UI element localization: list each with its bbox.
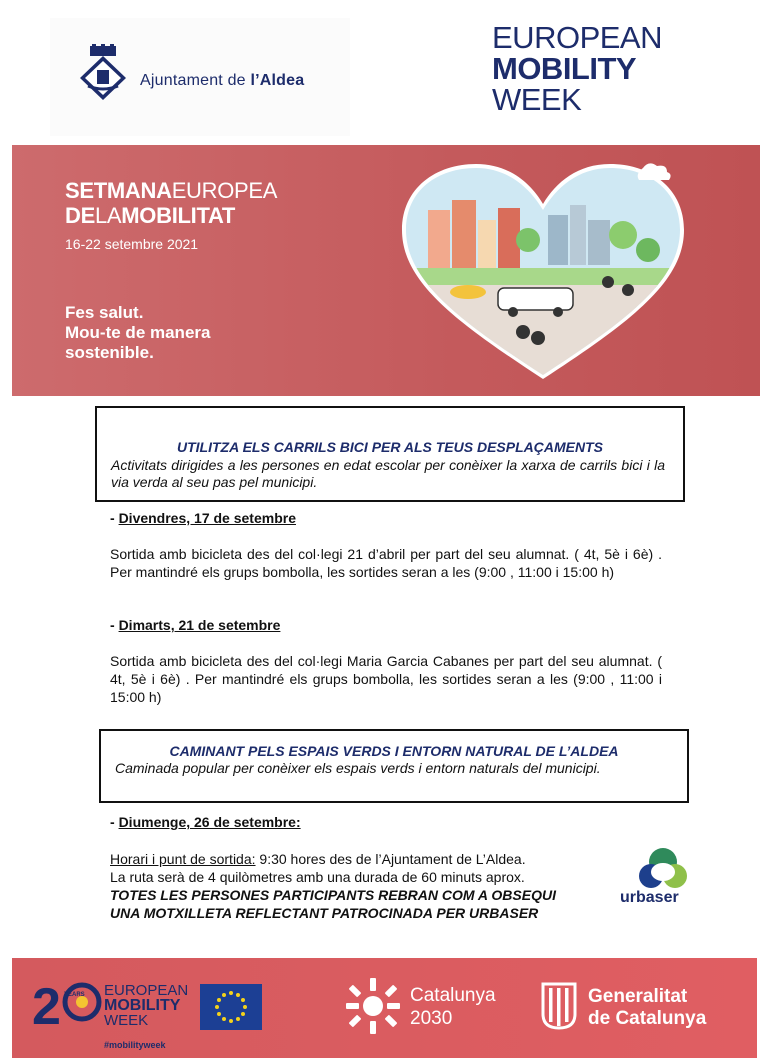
svg-text:2: 2	[32, 978, 61, 1036]
cat2030-line: 2030	[410, 1008, 453, 1029]
urbaser-logo-icon	[618, 846, 708, 894]
date-prefix: -	[110, 510, 119, 526]
banner-title-word: EUROPEA	[171, 178, 278, 203]
heart-city-illustration	[398, 160, 688, 385]
date-text: Diumenge, 26 de setembre:	[118, 814, 301, 830]
eu-flag-icon	[200, 984, 262, 1030]
activity-box-green-walk	[99, 729, 689, 803]
footer-emw-text	[104, 983, 188, 1028]
activity-box-bike-lanes	[95, 406, 685, 502]
municipality-name	[140, 72, 304, 90]
hashtag: #mobilityweek	[104, 1040, 166, 1050]
walk-details	[110, 850, 580, 922]
slogan-line: sostenible.	[65, 343, 154, 362]
date-prefix: -	[110, 617, 119, 633]
route-info: La ruta serà de 4 quilòmetres amb una durada de 60 minuts aprox.	[110, 869, 525, 885]
schedule-description: Sortida amb bicicleta des del col·legi Maria Garcia Cabanes per part del seu alumnat. ( 4t, 5è i 6è) . Per mantindré els grups bombolla, les sortides seran a les (9:00 , 11:00 i 15:00 h)	[110, 653, 662, 705]
activity-description: Activitats dirigides a les persones en edat escolar per conèixer la xarxa de carrils bici i la via verda al seu pas pel municipi.	[111, 457, 665, 490]
date-text: Divendres, 17 de setembre	[118, 510, 296, 526]
gencat-line: Generalitat	[588, 986, 688, 1007]
schedule-date-heading	[110, 814, 301, 830]
years-label: YEARS	[64, 992, 85, 998]
generalitat-bars-icon	[541, 982, 577, 1030]
banner-dates: 16-22 setembre 2021	[65, 236, 199, 252]
banner-title-word: MOBILITAT	[121, 203, 236, 228]
banner-title-word: DE	[65, 203, 95, 228]
banner-title	[65, 178, 277, 228]
urbaser-name: urbaser	[620, 889, 679, 906]
departure-label: Horari i punt de sortida:	[110, 851, 256, 867]
footer-emw-line: EUROPEAN	[104, 982, 189, 999]
slogan-line: Fes salut.	[65, 303, 144, 322]
schedule-description: Sortida amb bicicleta des del col·legi 21 d’abril per part del seu alumnat. ( 4t, 5è i 6è) . Per mantindré els grups bombolla, les sortides seran a les (9:00 , 11:00 i 15:00 h)	[110, 546, 662, 580]
departure-info: 9:30 hores des de l’Ajuntament de L’Aldea.	[255, 851, 526, 867]
footer-emw-line: WEEK	[104, 1012, 149, 1029]
banner-title-word: LA	[94, 203, 122, 228]
emw-line3: WEEK	[492, 82, 582, 117]
gift-notice: UNA MOTXILLETA REFLECTANT PATROCINADA PER URBASER	[110, 905, 539, 921]
date-text: Dimarts, 21 de setembre	[118, 617, 281, 633]
date-prefix: -	[110, 814, 119, 830]
banner-slogan	[65, 303, 210, 363]
municipality-name-bold: l’Aldea	[250, 72, 305, 89]
town-crest-icon	[78, 44, 128, 104]
activity-description: Caminada popular per conèixer els espais verds i entorn naturals del municipi.	[115, 760, 601, 776]
cat2030-line: Catalunya	[410, 985, 496, 1006]
european-mobility-week-logo	[492, 22, 692, 115]
slogan-line: Mou-te de manera	[65, 323, 211, 342]
catalunya-2030-sun-icon	[345, 976, 401, 1036]
footer-emw-line: MOBILITY	[104, 997, 181, 1014]
emw-20-years-icon	[30, 966, 102, 1038]
municipality-prefix: Ajuntament de	[140, 72, 251, 89]
catalunya-2030-text	[410, 984, 496, 1030]
gencat-line: de Catalunya	[588, 1008, 707, 1029]
emw-line1: EUROPEAN	[492, 20, 662, 55]
activity-title: UTILITZA ELS CARRILS BICI PER ALS TEUS DESPLAÇAMENTS	[177, 439, 603, 455]
banner-title-word: SETMANA	[65, 178, 172, 203]
generalitat-text	[588, 986, 706, 1030]
activity-title: CAMINANT PELS ESPAIS VERDS I ENTORN NATURAL DE L’ALDEA	[169, 743, 619, 759]
schedule-date-heading	[110, 617, 280, 633]
gift-notice: TOTES LES PERSONES PARTICIPANTS REBRAN COM A OBSEQUI	[110, 887, 556, 903]
emw-line2: MOBILITY	[492, 51, 637, 86]
schedule-date-heading	[110, 510, 296, 526]
